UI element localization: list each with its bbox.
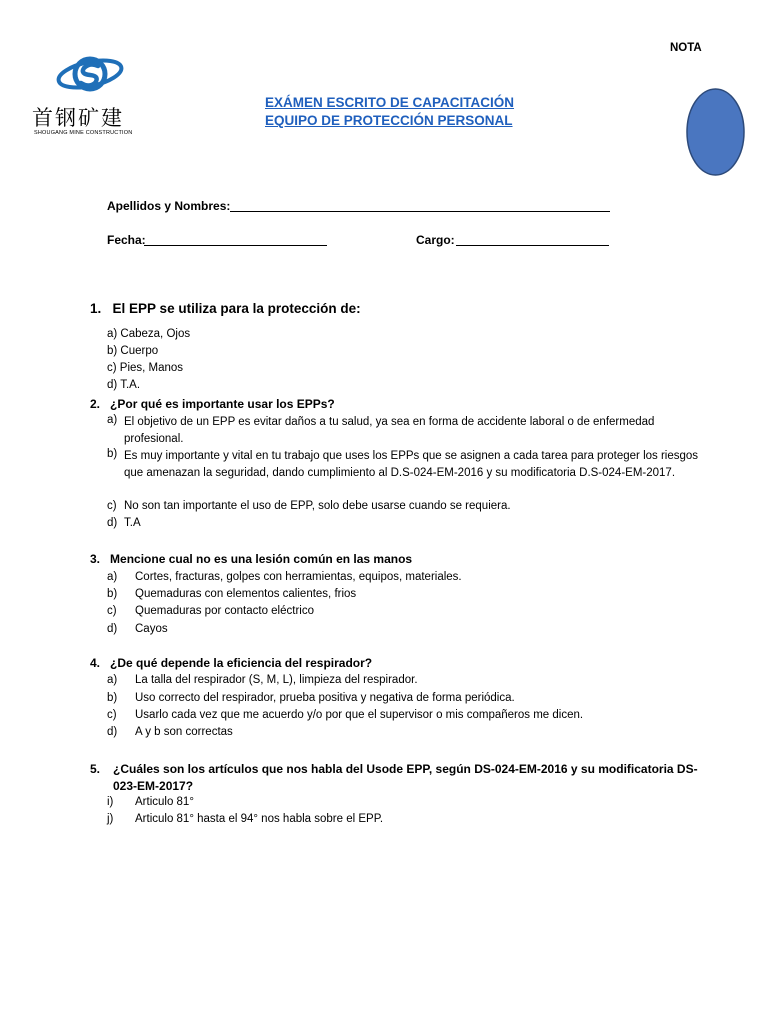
date-input-line[interactable] [144,245,327,246]
names-input-line[interactable] [230,211,610,212]
exam-title: EXÁMEN ESCRITO DE CAPACITACIÓN [265,95,515,110]
exam-subtitle: EQUIPO DE PROTECCIÓN PERSONAL [265,113,513,128]
logo-chinese-text: 首钢矿建 [32,106,124,130]
role-label: Cargo: [416,233,455,247]
nota-label: NOTA [670,42,702,54]
names-label: Apellidos y Nombres: [107,199,231,213]
q2-option-b[interactable]: b) Es muy importante y vital en tu trabajo que uses los EPPs que se asignen a cada tarea para proteger los riesgos que amenazan la seguridad, dando cumplimiento al D.S-024-EM-2016 y su modificatoria D.S-024-EM-2017. [107,448,699,479]
logo-subtitle: SHOUGANG MINE CONSTRUCTION [34,130,133,136]
question-5: 5. ¿Cuáles son los artículos que nos habla del Usode EPP, según DS-024-EM-2016 y su modificatoria DS-023-EM-2017? [90,762,698,793]
question-4: 4. ¿De qué depende la eficiencia del respirador? [90,656,373,670]
logo-emblem-icon [32,52,144,102]
date-label: Fecha: [107,233,146,247]
question-2: 2. ¿Por qué es importante usar los EPPs? [90,397,335,411]
grade-oval[interactable] [686,88,745,176]
company-logo [32,52,144,144]
question-1: 1. El EPP se utiliza para la protección de: [90,301,361,316]
question-3: 3. Mencione cual no es una lesión común en las manos [90,552,413,566]
q1-option-a[interactable]: a) Cabeza, Ojos [107,328,191,340]
role-input-line[interactable] [456,245,609,246]
q1-option-c[interactable]: c) Pies, Manos [107,362,184,374]
q1-option-d[interactable]: d) T.A. [107,379,141,391]
q1-option-b[interactable]: b) Cuerpo [107,345,159,357]
q2-option-a[interactable]: a) El objetivo de un EPP es evitar daños a tu salud, ya sea en forma de accidente laboral o de enfermedad profesional. [107,414,655,445]
